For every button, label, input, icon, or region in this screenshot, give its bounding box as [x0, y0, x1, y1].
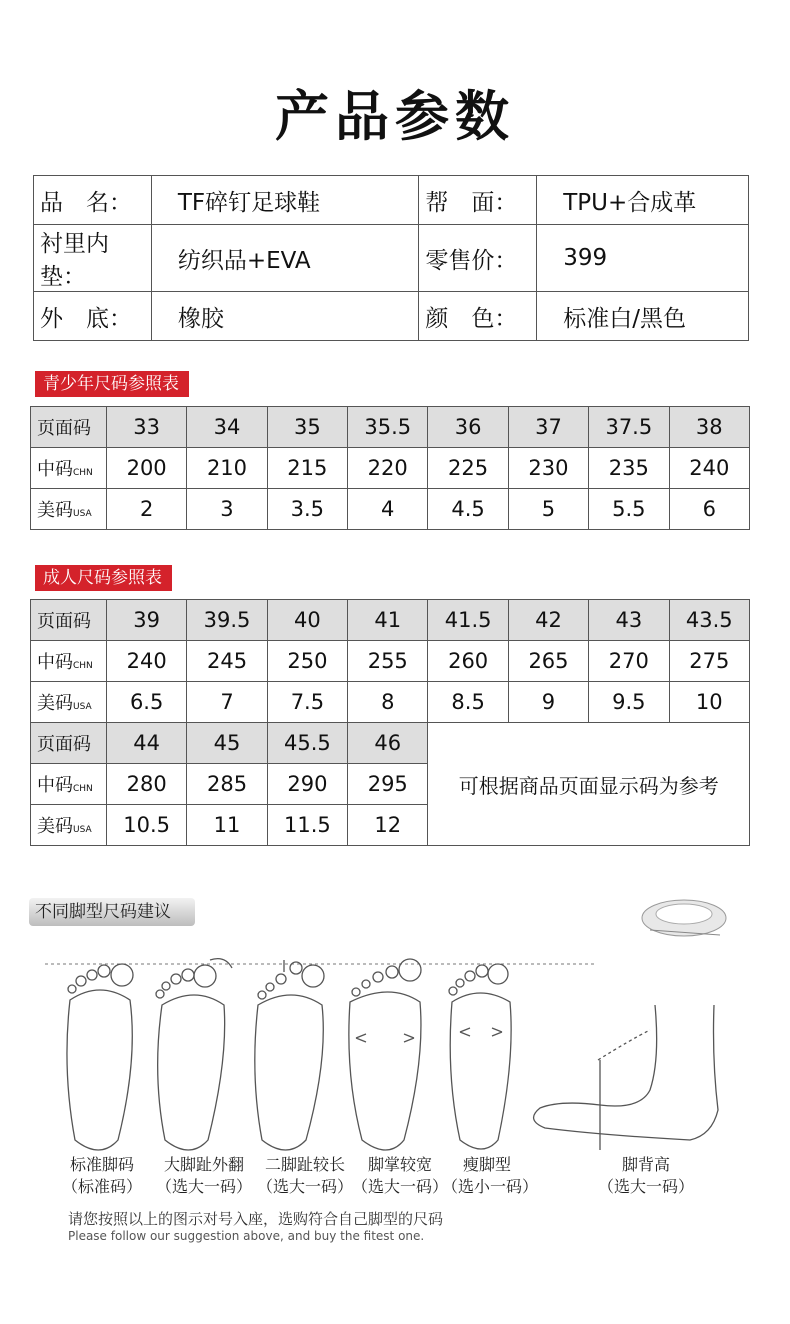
foot-type-label: 瘦脚型 （选小一码） [442, 1155, 539, 1196]
size-cell: 7.5 [267, 682, 347, 723]
size-cell: 3 [187, 489, 267, 530]
size-cell: 3.5 [267, 489, 347, 530]
size-cell: 240 [669, 448, 749, 489]
row-header: 美码USA [31, 489, 107, 530]
standard-foot-icon [67, 964, 133, 1150]
row-header: 中码CHN [31, 764, 107, 805]
wide-forefoot-foot-icon [349, 959, 421, 1150]
size-cell: 275 [669, 641, 749, 682]
size-cell: 40 [267, 600, 347, 641]
foot-type-label: 脚背高 （选大一码） [597, 1155, 694, 1196]
param-key: 品 名： [34, 176, 152, 225]
size-cell: 7 [187, 682, 267, 723]
adult-size-chart-title: 成人尺码参照表 [35, 565, 172, 591]
page-title: 产品参数 [275, 85, 515, 148]
size-cell: 37.5 [589, 407, 669, 448]
size-cell: 39.5 [187, 600, 267, 641]
size-cell: 35.5 [348, 407, 428, 448]
size-cell: 220 [348, 448, 428, 489]
size-cell: 210 [187, 448, 267, 489]
size-cell: 35 [267, 407, 347, 448]
size-cell: 9 [508, 682, 588, 723]
size-cell: 4.5 [428, 489, 508, 530]
param-value: TPU+合成革 [537, 176, 749, 225]
size-cell: 42 [508, 600, 588, 641]
row-header: 页面码 [31, 723, 107, 764]
size-cell: 200 [106, 448, 186, 489]
size-cell: 45.5 [267, 723, 347, 764]
size-cell: 43.5 [669, 600, 749, 641]
size-cell: 4 [348, 489, 428, 530]
size-cell: 265 [508, 641, 588, 682]
row-header: 中码CHN [31, 641, 107, 682]
param-key: 颜 色： [419, 292, 537, 341]
size-cell: 5 [508, 489, 588, 530]
size-cell: 235 [589, 448, 669, 489]
foot-type-label: 大脚趾外翻 （选大一码） [155, 1155, 252, 1196]
size-cell: 285 [187, 764, 267, 805]
param-key: 衬里内垫： [34, 225, 152, 292]
size-cell: 260 [428, 641, 508, 682]
size-cell: 225 [428, 448, 508, 489]
size-cell: 41 [348, 600, 428, 641]
size-cell: 11.5 [267, 805, 347, 846]
size-cell: 39 [106, 600, 186, 641]
row-header: 页面码 [31, 407, 107, 448]
param-value: 标准白/黑色 [537, 292, 749, 341]
foot-type-label: 脚掌较宽 （选大一码） [351, 1155, 448, 1196]
size-cell: 41.5 [428, 600, 508, 641]
size-cell: 34 [187, 407, 267, 448]
size-cell: 45 [187, 723, 267, 764]
size-cell: 6 [669, 489, 749, 530]
param-value: 纺织品+EVA [151, 225, 419, 292]
size-cell: 43 [589, 600, 669, 641]
size-cell: 240 [106, 641, 186, 682]
size-cell: 8.5 [428, 682, 508, 723]
size-cell: 37 [508, 407, 588, 448]
foot-type-label: 标准脚码 （标准码） [61, 1155, 142, 1196]
size-cell: 250 [267, 641, 347, 682]
size-cell: 215 [267, 448, 347, 489]
long-second-toe-foot-icon [255, 960, 324, 1150]
param-value: 橡胶 [151, 292, 419, 341]
size-cell: 33 [106, 407, 186, 448]
param-key: 零售价： [419, 225, 537, 292]
tape-measure-icon [642, 900, 726, 936]
size-cell: 36 [428, 407, 508, 448]
size-reference-note: 可根据商品页面显示码为参考 [428, 723, 750, 846]
foot-type-label: 二脚趾较长 （选大一码） [256, 1155, 353, 1196]
size-cell: 12 [348, 805, 428, 846]
param-value: TF碎钉足球鞋 [151, 176, 419, 225]
size-cell: 245 [187, 641, 267, 682]
size-cell: 9.5 [589, 682, 669, 723]
param-value: 399 [537, 225, 749, 292]
size-cell: 255 [348, 641, 428, 682]
slim-foot-icon [449, 964, 511, 1149]
size-cell: 46 [348, 723, 428, 764]
row-header: 美码USA [31, 805, 107, 846]
row-header: 中码CHN [31, 448, 107, 489]
size-cell: 8 [348, 682, 428, 723]
youth-size-chart-title: 青少年尺码参照表 [35, 371, 189, 397]
size-cell: 295 [348, 764, 428, 805]
size-cell: 38 [669, 407, 749, 448]
size-cell: 270 [589, 641, 669, 682]
size-cell: 44 [106, 723, 186, 764]
size-cell: 10 [669, 682, 749, 723]
size-cell: 10.5 [106, 805, 186, 846]
size-cell: 290 [267, 764, 347, 805]
bunion-foot-icon [156, 959, 232, 1150]
fit-instruction-english: Please follow our suggestion above, and buy the fitest one. [68, 1229, 425, 1243]
high-instep-foot-icon [534, 1005, 718, 1150]
size-cell: 5.5 [589, 489, 669, 530]
size-cell: 2 [106, 489, 186, 530]
size-cell: 280 [106, 764, 186, 805]
row-header: 美码USA [31, 682, 107, 723]
param-key: 帮 面： [419, 176, 537, 225]
size-cell: 11 [187, 805, 267, 846]
size-cell: 6.5 [106, 682, 186, 723]
row-header: 页面码 [31, 600, 107, 641]
size-cell: 230 [508, 448, 588, 489]
param-key: 外 底： [34, 292, 152, 341]
foot-type-section-tag: 不同脚型尺码建议 [29, 898, 195, 926]
fit-instruction: 请您按照以上的图示对号入座，选购符合自己脚型的尺码 [68, 1210, 444, 1228]
